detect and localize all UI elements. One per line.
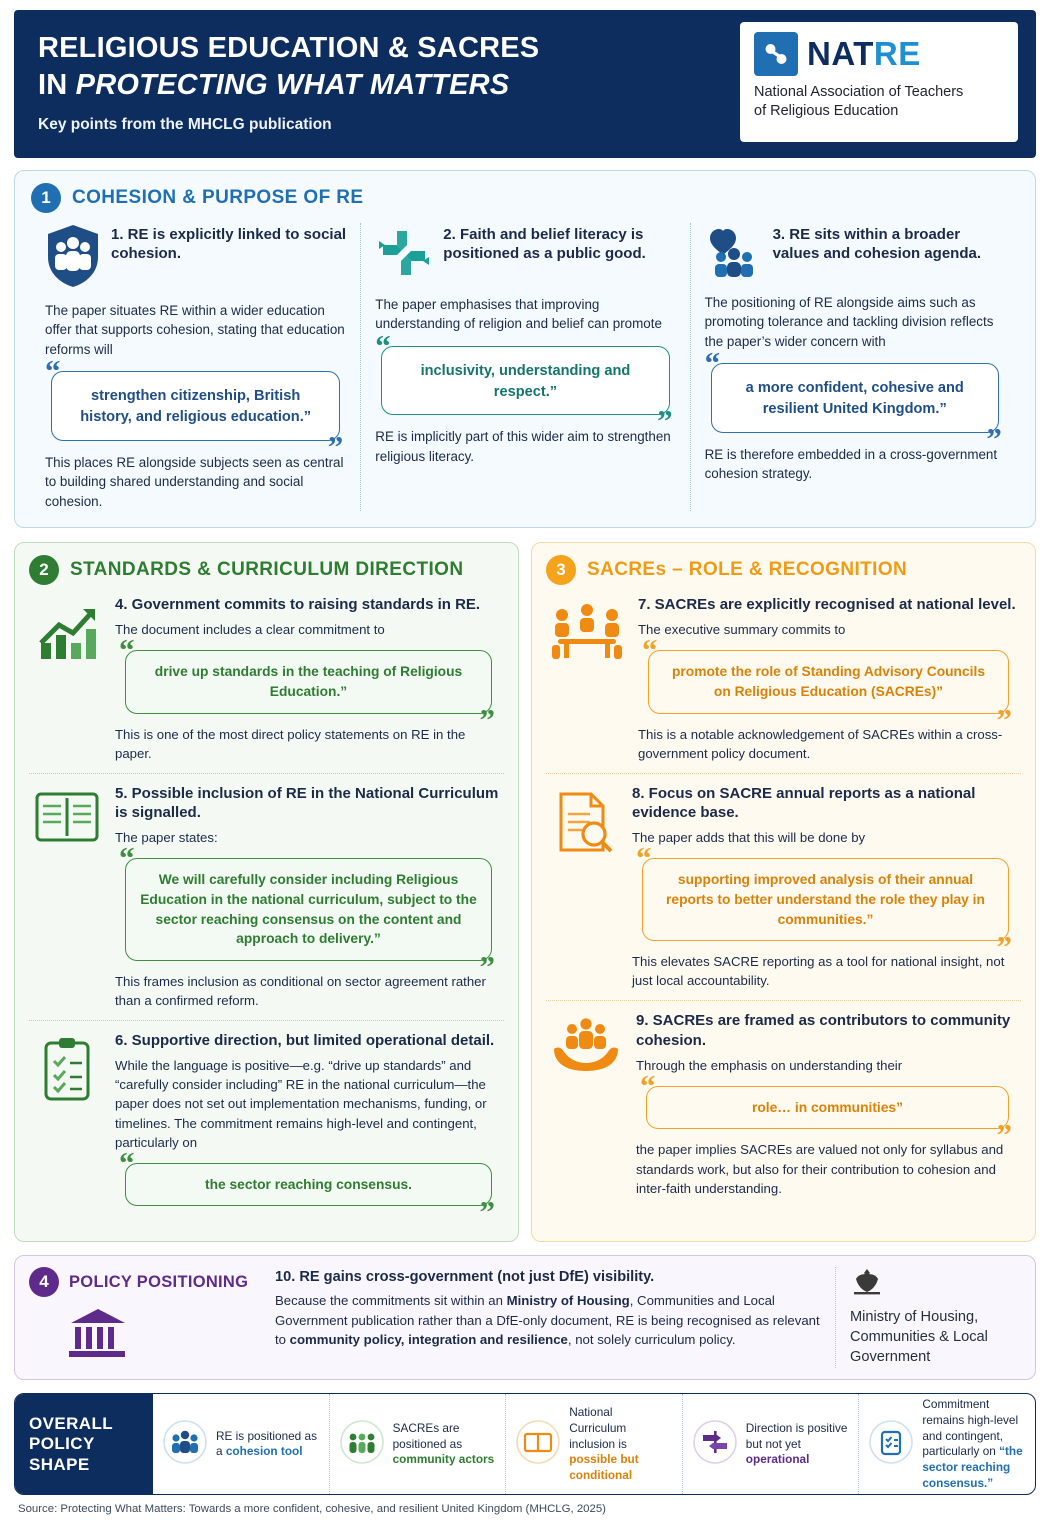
point-8-title: 8. Focus on SACRE annual reports as a national evidence base.	[632, 784, 976, 822]
overall-item-5-text	[922, 1397, 1025, 1492]
point-7-intro: The executive summary commits to	[638, 622, 846, 638]
clipboard-small-icon	[869, 1420, 913, 1469]
quote-open-icon: “	[636, 840, 652, 876]
quote-open-icon: “	[45, 353, 61, 389]
department-logo	[835, 1267, 1021, 1368]
point-4-after: This is one of the most direct policy statements on RE in the paper.	[115, 726, 466, 761]
point-2-intro: The paper emphasises that improving understanding of religion and belief can promote	[375, 297, 662, 332]
point-2-quote-text: inclusivity, understanding and respect.”	[420, 362, 631, 400]
section-standards-curriculum	[14, 542, 519, 1242]
point-4-intro: The document includes a clear commitment to	[115, 622, 385, 638]
open-book-small-icon	[516, 1420, 560, 1469]
quote-close-icon: ”	[479, 948, 495, 984]
point-3-quote-text: a more confident, cohesive and resilient United Kingdom.”	[745, 380, 964, 418]
point-3	[690, 223, 1019, 511]
heart-people-icon	[705, 223, 763, 286]
natre-wordmark	[807, 35, 921, 73]
section-3-title: SACREs – ROLE & RECOGNITION	[587, 559, 908, 581]
point-7-quote	[642, 632, 1012, 737]
point-2-heading: 2. Faith and belief literacy is positioned as a public good.	[443, 226, 646, 263]
point-1-heading: 1. RE is explicitly linked to social cohesion.	[111, 226, 347, 263]
point-9-quote	[640, 1067, 1012, 1153]
title-line-1: RELIGIOUS EDUCATION & SACRES	[38, 32, 540, 64]
point-1	[31, 223, 360, 511]
quote-open-icon: “	[704, 345, 721, 381]
overall-item-3-strong: possible but conditional	[569, 1452, 639, 1483]
point-9-title: 9. SACREs are framed as contributors to community cohesion.	[636, 1012, 1011, 1049]
signpost-icon	[693, 1420, 737, 1469]
royal-crest-icon	[850, 1284, 884, 1301]
point-1-after: This places RE alongside subjects seen as central to building shared understanding and social cohesion.	[45, 454, 344, 509]
section-3-header	[546, 555, 1021, 585]
government-building-icon	[65, 1305, 261, 1368]
overall-label-line-3: SHAPE	[29, 1454, 90, 1474]
overall-item-3-text	[569, 1405, 672, 1484]
quote-open-icon: “	[640, 1067, 656, 1103]
quote-open-icon: “	[642, 632, 658, 668]
point-4-quote-text: drive up standards in the teaching of Religious Education.”	[154, 664, 463, 699]
point-3-quote	[704, 345, 1002, 456]
section-4-header	[29, 1267, 261, 1297]
overall-label-line-2: POLICY	[29, 1434, 95, 1454]
point-7-after: This is a notable acknowledgement of SACREs within a cross-government policy document.	[638, 726, 1003, 761]
title-line-2-italic: PROTECTING WHAT MATTERS	[75, 69, 510, 102]
overall-item-5	[858, 1394, 1035, 1494]
overall-item-2-text	[393, 1421, 496, 1468]
section-2-badge: 2	[29, 555, 59, 585]
overall-item-4-pre: Direction is positive but not yet	[745, 1420, 848, 1451]
helping-hands-circle-icon	[375, 223, 433, 288]
point-6-quote	[119, 1144, 495, 1230]
natre-mark-icon	[754, 32, 798, 76]
quote-close-icon: ”	[327, 428, 344, 464]
header-banner	[14, 10, 1036, 158]
point-6-intro: While the language is positive—e.g. “drive up standards” and “carefully consider including” RE in the national curriculum—the paper does not set out implementation mechanisms, funding, or timelines. The commitment remains high-level and contingent, particularly on	[115, 1058, 487, 1150]
point-4	[29, 585, 504, 773]
point-8-quote	[636, 840, 1012, 965]
section-4-badge: 4	[29, 1267, 59, 1297]
section-sacres-role	[531, 542, 1036, 1242]
quote-close-icon: ”	[657, 403, 673, 439]
section-3-badge: 3	[546, 555, 576, 585]
header-subtitle: Key points from the MHCLG publication	[38, 116, 332, 134]
point-2-quote	[375, 327, 673, 439]
section-cohesion-purpose	[14, 170, 1036, 528]
open-book-icon	[31, 784, 103, 1010]
point-3-intro: The positioning of RE alongside aims such as promoting tolerance and tackling division reflects the paper’s wider concern with	[704, 295, 994, 349]
quote-close-icon: ”	[996, 701, 1012, 737]
point-2-after: RE is implicitly part of this wider aim to strengthen religious literacy.	[375, 429, 671, 464]
shield-people-icon	[45, 223, 101, 294]
meeting-table-group-icon	[548, 595, 626, 763]
hands-holding-people-icon	[548, 1011, 624, 1198]
point-6	[29, 1020, 504, 1230]
point-1-intro: The paper situates RE within a wider education offer that supports cohesion, stating that education reforms will	[45, 303, 345, 357]
point-10-body-part-3: , not solely curriculum policy.	[567, 1332, 736, 1348]
quote-close-icon: ”	[996, 1117, 1012, 1153]
overall-item-5-strong: “the sector reaching consensus.”	[922, 1444, 1023, 1490]
community-people-icon	[340, 1420, 384, 1469]
point-10-body	[275, 1291, 821, 1350]
point-7	[546, 585, 1021, 773]
bar-chart-growth-icon	[31, 595, 103, 763]
point-10-body-part-1: Because the commitments sit within an	[275, 1293, 507, 1309]
point-9-intro: Through the emphasis on understanding their	[636, 1057, 903, 1073]
point-1-quote-text: strengthen citizenship, British history, and religious education.”	[80, 388, 312, 426]
point-8-intro: The paper adds that this will be done by	[632, 830, 866, 846]
point-6-title: 6. Supportive direction, but limited operational detail.	[115, 1031, 495, 1049]
overall-item-1	[153, 1394, 329, 1494]
natre-tagline-line-1: National Association of Teachers	[754, 84, 964, 100]
section-1-title: COHESION & PURPOSE OF RE	[72, 187, 364, 208]
point-7-title: 7. SACREs are explicitly recognised at national level.	[638, 596, 1016, 614]
overall-item-1-text	[216, 1429, 319, 1461]
natre-tagline-line-2: of Religious Education	[754, 102, 899, 119]
overall-item-1-strong: cohesion tool	[225, 1444, 303, 1459]
overall-item-4-strong: operational	[745, 1452, 810, 1467]
overall-item-4	[682, 1394, 859, 1494]
section-1-badge: 1	[31, 183, 61, 213]
overall-item-3-pre: National Curriculum inclusion is	[569, 1404, 627, 1451]
point-5-after: This frames inclusion as conditional on sector agreement rather than a confirmed reform.	[115, 973, 486, 1008]
quote-close-icon: ”	[479, 701, 495, 737]
quote-open-icon: “	[375, 327, 391, 363]
overall-item-3	[505, 1394, 682, 1494]
point-5-quote	[119, 840, 495, 984]
section-4-title: POLICY POSITIONING	[69, 1272, 249, 1291]
section-2-title: STANDARDS & CURRICULUM DIRECTION	[70, 559, 464, 581]
overall-item-1-pre: RE is positioned as a	[216, 1428, 317, 1459]
point-4-title: 4. Government commits to raising standards in RE.	[115, 596, 481, 614]
natre-tagline	[754, 83, 1004, 121]
quote-open-icon: “	[119, 840, 135, 876]
quote-close-icon: ”	[996, 929, 1012, 965]
overall-label	[15, 1394, 153, 1494]
point-4-quote	[119, 632, 495, 737]
overall-label-line-1: OVERALL	[29, 1413, 114, 1433]
title-line-2-prefix: IN	[38, 69, 76, 102]
infographic-page	[0, 10, 1050, 1516]
section-1-header	[31, 183, 1019, 213]
point-10-body-strong-2: community policy, integration and resilience	[289, 1332, 568, 1348]
overall-item-4-text	[746, 1421, 849, 1468]
quote-open-icon: “	[119, 1144, 135, 1180]
point-1-quote	[45, 353, 344, 464]
point-8-quote-text: supporting improved analysis of their annual reports to better understand the role they play in communities.”	[666, 872, 985, 927]
point-8-after: This elevates SACRE reporting as a tool for national insight, not just local accountability.	[632, 954, 1005, 989]
overall-item-5-pre: Commitment remains high-level and contingent, particularly on	[922, 1397, 1019, 1459]
natre-re: RE	[873, 35, 921, 72]
point-9	[546, 1000, 1021, 1208]
section-policy-positioning	[14, 1255, 1036, 1380]
overall-item-2	[329, 1394, 506, 1494]
overall-item-2-pre: SACREs are positioned as	[392, 1420, 463, 1451]
point-5	[29, 773, 504, 1020]
point-3-heading: 3. RE sits within a broader values and cohesion agenda.	[772, 226, 981, 263]
point-5-title: 5. Possible inclusion of RE in the National Curriculum is signalled.	[115, 784, 499, 822]
natre-nat: NAT	[807, 35, 874, 72]
quote-close-icon: ”	[986, 420, 1002, 456]
source-note: Source: Protecting What Matters: Towards a more confident, cohesive, and resilient United Kingdom (MHCLG, 2025)	[18, 1503, 606, 1516]
point-5-intro: The paper states:	[115, 830, 218, 846]
point-6-quote-text: the sector reaching consensus.	[204, 1176, 413, 1192]
point-9-after: the paper implies SACREs are valued not only for syllabus and standards work, but also for their contribution to cohesion and inter-faith understanding.	[636, 1142, 1004, 1196]
overall-item-2-strong: community actors	[392, 1452, 495, 1467]
point-3-after: RE is therefore embedded in a cross-government cohesion strategy.	[704, 446, 998, 482]
document-magnifier-icon	[548, 784, 620, 991]
point-9-quote-text: role… in communities”	[751, 1099, 904, 1115]
point-10-body-part-2: , Communities and Local Government publication rather than a DfE-only document, RE is being recognised as relevant to	[275, 1293, 820, 1348]
quote-open-icon: “	[119, 632, 135, 668]
point-2	[360, 223, 689, 511]
point-10-body-strong-1: Ministry of Housing	[506, 1293, 630, 1309]
three-people-icon	[163, 1420, 207, 1469]
section-2-header	[29, 555, 504, 585]
point-8	[546, 773, 1021, 1001]
point-7-quote-text: promote the role of Standing Advisory Councils on Religious Education (SACREs)”	[671, 664, 985, 699]
quote-close-icon: ”	[479, 1194, 495, 1230]
point-10-heading: 10. RE gains cross-government (not just DfE) visibility.	[275, 1269, 655, 1286]
department-name: Ministry of Housing, Communities & Local Government	[850, 1309, 988, 1366]
overall-policy-shape	[14, 1393, 1036, 1495]
clipboard-checklist-icon	[31, 1031, 103, 1217]
natre-logo	[740, 22, 1018, 142]
point-5-quote-text: We will carefully consider including Religious Education in the national curriculum, subject to the sector reaching consensus on the content and approach to delivery.”	[140, 872, 477, 947]
